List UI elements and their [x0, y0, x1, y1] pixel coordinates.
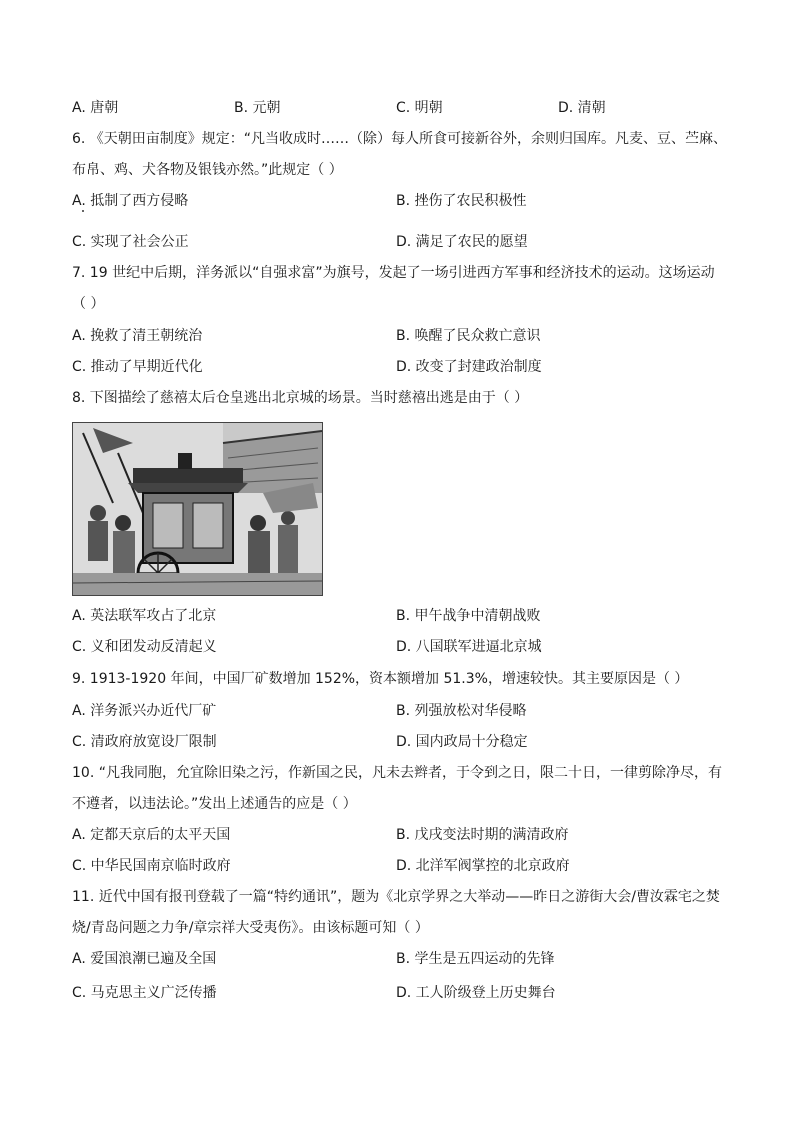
q7-option-c: C. 推动了早期近代化 [72, 359, 203, 375]
q9-option-a: A. 洋务派兴办近代厂矿 [72, 703, 217, 719]
q10-option-d: D. 北洋军阀掌控的北京政府 [396, 858, 570, 874]
illustration-svg [73, 423, 322, 595]
q8-option-c: C. 义和团发动反清起义 [72, 639, 217, 655]
q7-option-b: B. 唤醒了民众救亡意识 [396, 328, 541, 344]
q8-option-d: D. 八国联军进逼北京城 [396, 639, 542, 655]
q10-option-b: B. 戊戌变法时期的满清政府 [396, 827, 569, 843]
cixi-escape-illustration [72, 422, 323, 596]
q5-option-d: D. 清朝 [558, 100, 606, 116]
q6-option-c: C. 实现了社会公正 [72, 234, 189, 250]
q11-option-d: D. 工人阶级登上历史舞台 [396, 985, 556, 1001]
q8-option-a: A. 英法联军攻占了北京 [72, 608, 217, 624]
q7-option-a: A. 挽救了清王朝统治 [72, 328, 203, 344]
q9-option-c: C. 清政府放宽设厂限制 [72, 734, 217, 750]
q11-option-a: A. 爱国浪潮已遍及全国 [72, 951, 217, 967]
q6-option-b: B. 挫伤了农民积极性 [396, 193, 527, 209]
q5-option-c: C. 明朝 [396, 100, 443, 116]
q9-option-b: B. 列强放松对华侵略 [396, 703, 527, 719]
q6-stem-line2: 布帛、鸡、犬各物及银钱亦然。”此规定（ ） [72, 162, 343, 178]
q11-stem-line1: 11. 近代中国有报刊登载了一篇“特约通讯”，题为《北京学界之大举动——昨日之游街大会/曹汝霖宅之焚 [72, 889, 720, 905]
q7-stem-line1: 7. 19 世纪中后期，洋务派以“自强求富”为旗号，发起了一场引进西方军事和经济技术的运动。这场运动 [72, 265, 715, 281]
q5-option-b: B. 元朝 [234, 100, 281, 116]
q9-stem: 9. 1913-1920 年间，中国厂矿数增加 152%，资本额增加 51.3%，增速较快。其主要原因是（ ） [72, 671, 689, 687]
q11-option-c: C. 马克思主义广泛传播 [72, 985, 217, 1001]
q10-option-c: C. 中华民国南京临时政府 [72, 858, 231, 874]
q5-option-a: A. 唐朝 [72, 100, 119, 116]
q6-option-a: A. 抵制了西方侵略 [72, 193, 189, 209]
q11-stem-line2: 烧/青岛问题之力争/章宗祥大受夷伤》。由该标题可知（ ） [72, 920, 429, 936]
q8-stem: 8. 下图描绘了慈禧太后仓皇逃出北京城的场景。当时慈禧出逃是由于（ ） [72, 390, 529, 406]
q8-option-b: B. 甲午战争中清朝战败 [396, 608, 541, 624]
q6-stem-line1: 6. 《天朝田亩制度》规定：“凡当收成时……（除）每人所食可接新谷外，余则归国库。凡麦、豆、苎麻、 [72, 131, 728, 147]
q9-option-d: D. 国内政局十分稳定 [396, 734, 528, 750]
q10-stem-line1: 10. “凡我同胞，允宜除旧染之污，作新国之民，凡未去辫者，于令到之日，限二十日，一律剪除净尽，有 [72, 765, 722, 781]
q7-option-d: D. 改变了封建政治制度 [396, 359, 542, 375]
q10-stem-line2: 不遵者，以违法论。”发出上述通告的应是（ ） [72, 796, 357, 812]
q7-stem-line2: （ ） [72, 296, 105, 312]
stray-mark [82, 210, 84, 212]
q11-option-b: B. 学生是五四运动的先锋 [396, 951, 555, 967]
q6-option-d: D. 满足了农民的愿望 [396, 234, 528, 250]
q10-option-a: A. 定都天京后的太平天国 [72, 827, 231, 843]
